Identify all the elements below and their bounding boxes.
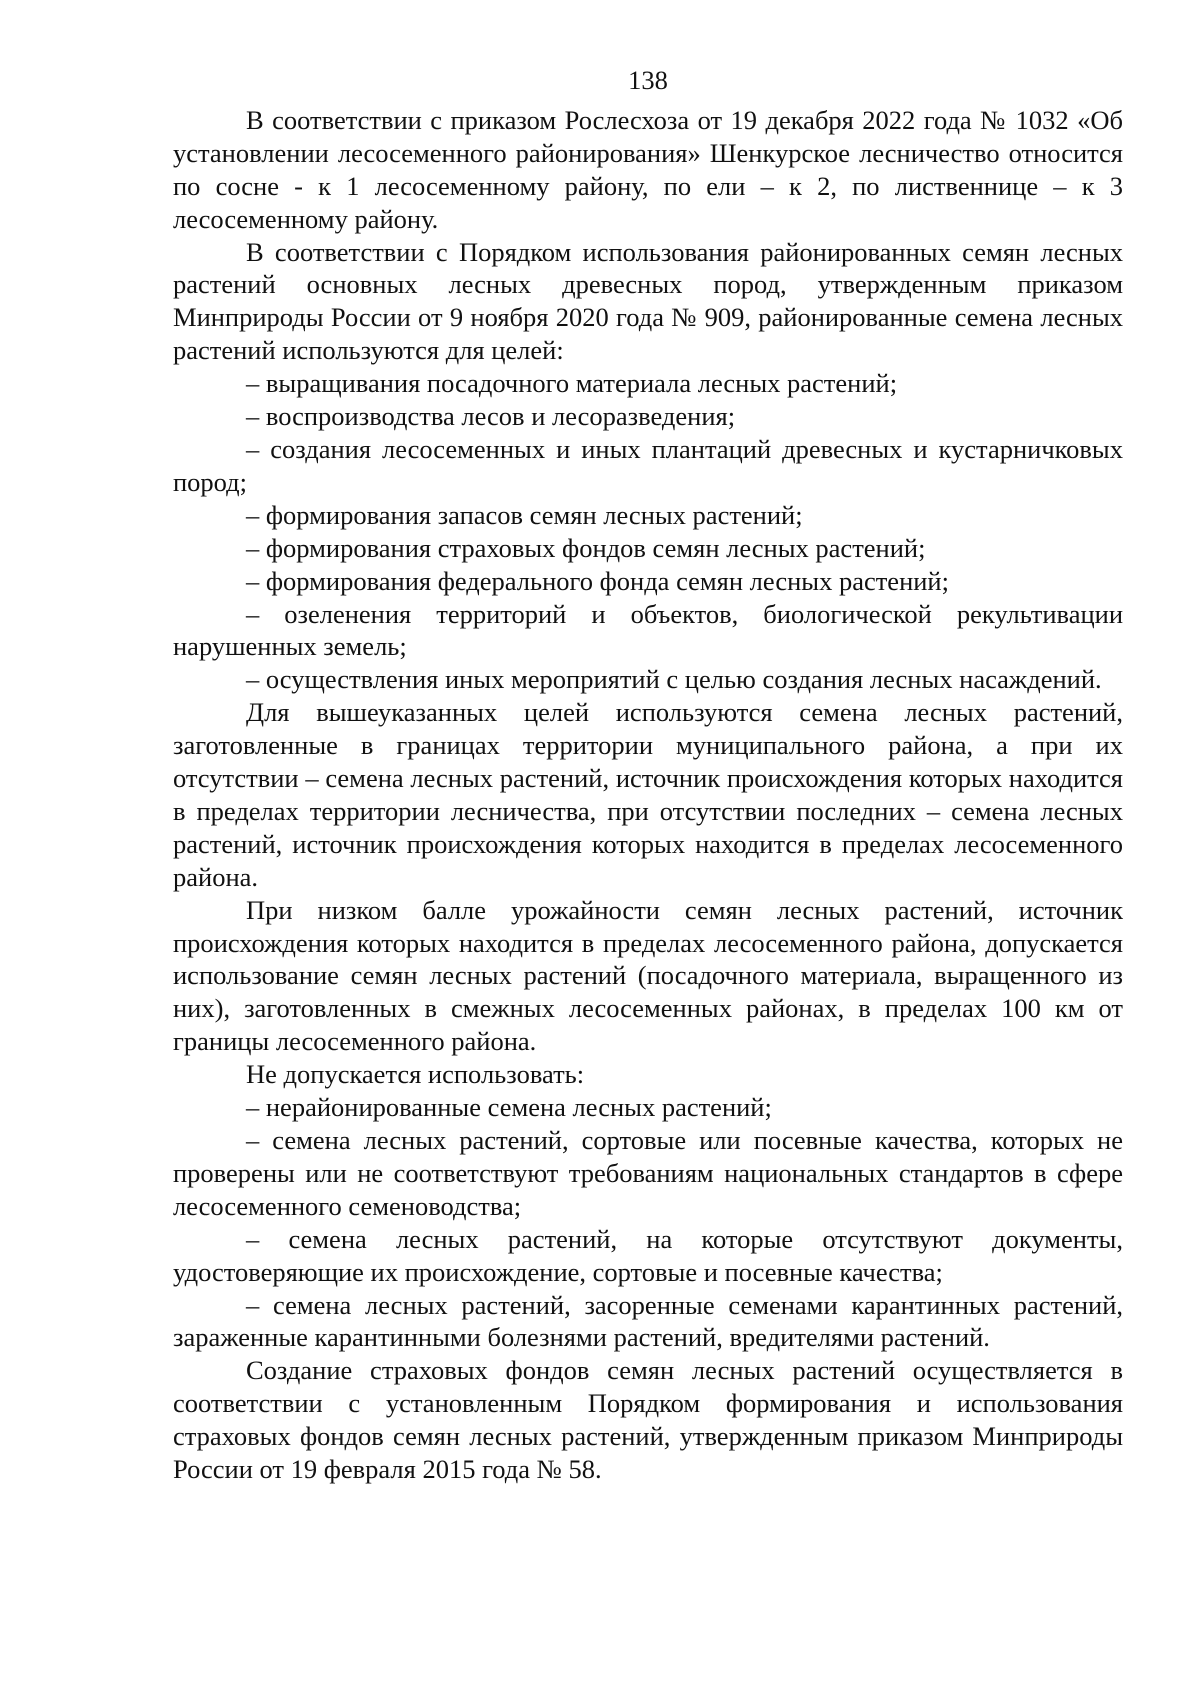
list-item: – семена лесных растений, засоренные семенами карантинных растений, зараженные карантинными болезнями растений, вредителями растений. (173, 1289, 1123, 1353)
list-item: – формирования запасов семян лесных растений; (246, 499, 803, 530)
list-item: – нерайонированные семена лесных растений; (246, 1092, 772, 1123)
document-page (173, 64, 1123, 1486)
list-item: – создания лесосеменных и иных плантаций древесных и кустарничковых пород; (173, 433, 1123, 497)
list-item: – озеленения территорий и объектов, биологической рекультивации нарушенных земель; (173, 598, 1123, 662)
paragraph-seed-zoning: В соответствии с приказом Рослесхоза от 19 декабря 2022 года № 1032 «Об установлении лесосеменного районирования» Шенкурское лесничество относится по сосне - к 1 лесосеменному району, по ели – к 2, по лиственнице – к 3 лесосеменному району. (173, 104, 1123, 234)
list-item: – семена лесных растений, на которые отсутствуют документы, удостоверяющие их происхождение, сортовые и посевные качества; (173, 1223, 1123, 1287)
paragraph-insurance-funds: Создание страховых фондов семян лесных растений осуществляется в соответствии с установленным Порядком формирования и использования страховых фондов семян лесных растений, утвержденным приказом Минприроды России от 19 февраля 2015 года № 58. (173, 1355, 1123, 1485)
page-number: 138 (628, 65, 668, 95)
list-item: – воспроизводства лесов и лесоразведения; (246, 401, 736, 432)
paragraph-usage-order: В соответствии с Порядком использования районированных семян лесных растений основных лесных древесных пород, утвержденным приказом Минприроды России от 9 ноября 2020 года № 909, районированные семена лесных растений используются для целей: (173, 236, 1123, 366)
list-item: – семена лесных растений, сортовые или посевные качества, которых не проверены или не соответствуют требованиям национальных стандартов в сфере лесосеменного семеноводства; (173, 1125, 1123, 1221)
paragraph-seed-sources: Для вышеуказанных целей используются семена лесных растений, заготовленные в границах территории муниципального района, а при их отсутствии – семена лесных растений, источник происхождения которых находится в пределах территории лесничества, при отсутствии последних – семена лесных растений, источник происхождения которых находится в пределах лесосеменного района. (173, 697, 1123, 892)
list-item: – осуществления иных мероприятий с целью создания лесных насаждений. (246, 664, 1102, 695)
paragraph-prohibited-heading: Не допускается использовать: (246, 1059, 585, 1090)
paragraph-low-yield: При низком балле урожайности семян лесных растений, источник происхождения которых находится в пределах лесосеменного района, допускается использование семян лесных растений (посадочного материала, выращенного из них), заготовленных в смежных лесосеменных районах, в пределах 100 км от границы лесосеменного района. (173, 894, 1123, 1057)
list-item: – формирования страховых фондов семян лесных растений; (246, 532, 926, 563)
list-item: – выращивания посадочного материала лесных растений; (246, 368, 898, 399)
list-item: – формирования федерального фонда семян лесных растений; (246, 565, 949, 596)
